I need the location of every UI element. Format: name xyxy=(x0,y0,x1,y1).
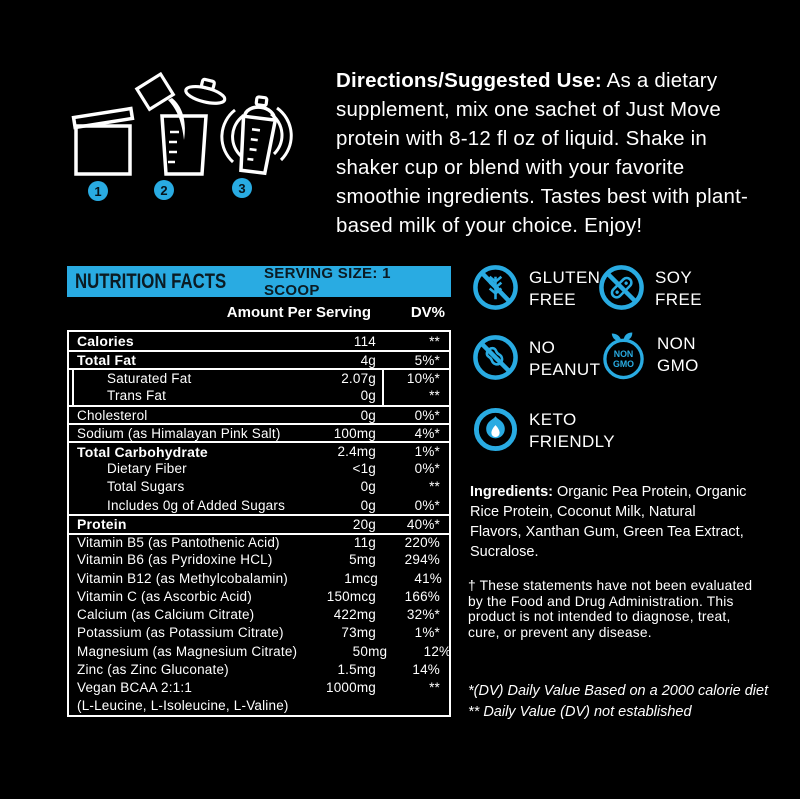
table-cell-dv: ** xyxy=(429,388,440,404)
table-row xyxy=(69,332,449,350)
table-row xyxy=(69,514,449,532)
table-cell-dv: 1%* xyxy=(414,625,440,641)
table-row xyxy=(69,624,449,642)
keto-friendly-icon xyxy=(472,406,519,453)
table-cell-dv: ** xyxy=(429,479,440,495)
fda-disclaimer-text: † These statements have not been evaluated by the Food and Drug Administration. This product is not intended to diagnose, treat, cure, or prevent any disease. xyxy=(468,578,753,640)
badge-label xyxy=(529,267,600,311)
table-cell-dv: 40%* xyxy=(406,516,440,532)
table-row xyxy=(69,350,449,368)
table-cell-name: Saturated Fat xyxy=(107,371,192,387)
table-cell-name: Protein xyxy=(77,516,127,533)
badge-label xyxy=(657,333,699,382)
subgroup-box-divider-line xyxy=(382,369,384,406)
dv-column-header: DV% xyxy=(410,303,445,321)
table-cell-dv: 220% xyxy=(404,535,440,551)
footnote-dv-not-established: ** Daily Value (DV) not established xyxy=(468,704,692,720)
badge-gluten-free xyxy=(472,264,600,311)
table-row xyxy=(69,496,449,514)
soy-free-icon xyxy=(598,264,645,311)
table-cell-name: Includes 0g of Added Sugars xyxy=(107,497,286,513)
badge-label-line: FREE xyxy=(655,290,702,309)
table-cell-name: Vitamin B12 (as Methylcobalamin) xyxy=(77,570,288,586)
table-row xyxy=(69,606,449,624)
badge-label-line: GMO xyxy=(657,356,699,375)
badge-soy-free xyxy=(598,264,702,311)
table-cell-name: Trans Fat xyxy=(107,388,167,404)
table-row xyxy=(69,587,449,605)
table-cell-val: 1mcg xyxy=(344,570,378,586)
table-cell-val: 73mg xyxy=(341,625,376,641)
table-cell-name: Calories xyxy=(77,333,134,350)
table-cell-name: Total Fat xyxy=(77,352,137,369)
table-cell-name: (L-Leucine, L-Isoleucine, L-Valine) xyxy=(77,698,289,714)
table-cell-dv: 41% xyxy=(414,570,442,586)
table-row xyxy=(69,441,449,459)
table-cell-val: 0g xyxy=(360,388,376,404)
column-headers xyxy=(67,299,451,325)
badge-non-gmo xyxy=(600,330,699,382)
badge-label-line: FREE xyxy=(529,290,576,309)
table-cell-name: Potassium (as Potassium Citrate) xyxy=(77,625,284,641)
ingredients-body: Organic Pea Protein, Organic Rice Protein, Coconut Milk, Natural Flavors, Xanthan Gum, Green Tea Extract, Sucralose. xyxy=(470,484,747,560)
table-cell-val: 20g xyxy=(352,516,376,532)
table-cell-val: 1.5mg xyxy=(337,661,376,677)
table-cell-name: Magnesium (as Magnesium Citrate) xyxy=(77,643,298,659)
ingredients-heading: Ingredients: xyxy=(470,484,553,500)
table-row xyxy=(69,405,449,423)
badge-label xyxy=(655,267,702,311)
table-cell-name: Vitamin B6 (as Pyridoxine HCL) xyxy=(77,552,273,568)
table-cell-dv: 0%* xyxy=(414,497,440,513)
table-cell-dv: 166% xyxy=(404,588,440,604)
table-row xyxy=(69,533,449,551)
table-cell-name: Calcium (as Calcium Citrate) xyxy=(77,607,255,623)
badge-label-line: NO xyxy=(529,338,556,357)
table-cell-name: Vitamin C (as Ascorbic Acid) xyxy=(77,588,252,604)
table-cell-dv: 294% xyxy=(404,552,440,568)
table-row xyxy=(69,697,449,715)
table-row xyxy=(69,660,449,678)
badge-label-line: FRIENDLY xyxy=(529,432,616,451)
table-cell-dv: 0%* xyxy=(414,407,440,423)
table-cell-dv: 14% xyxy=(412,661,440,677)
directions-text xyxy=(336,66,754,240)
table-row xyxy=(69,551,449,569)
amount-column-header: Amount Per Serving xyxy=(226,303,371,321)
non-gmo-icon xyxy=(600,330,647,382)
table-cell-val: 11g xyxy=(353,535,376,551)
badge-no-peanut xyxy=(472,334,600,381)
table-cell-dv: 12% xyxy=(423,643,452,659)
table-row xyxy=(69,368,449,386)
table-cell-dv: 1%* xyxy=(414,444,440,460)
open-sachet-icon xyxy=(71,98,137,178)
table-row xyxy=(69,460,449,478)
badge-keto-friendly xyxy=(472,406,615,453)
shake-cup-icon xyxy=(205,88,305,184)
step-number-badge: 1 xyxy=(88,181,108,201)
table-cell-dv: ** xyxy=(429,680,440,696)
table-cell-dv: 0%* xyxy=(414,461,440,477)
table-cell-dv: 10%* xyxy=(406,371,440,387)
table-cell-name: Zinc (as Zinc Gluconate) xyxy=(77,661,229,677)
no-peanut-icon xyxy=(472,334,519,381)
table-cell-val: 114 xyxy=(353,333,376,349)
badge-label-line: KETO xyxy=(529,410,577,429)
table-cell-val: 2.4mg xyxy=(337,444,376,460)
table-cell-dv: 4%* xyxy=(414,425,440,441)
nutrition-facts-title: NUTRITION FACTS xyxy=(75,269,227,293)
table-cell-name: Vegan BCAA 2:1:1 xyxy=(77,680,193,696)
table-cell-val: <1g xyxy=(352,461,376,477)
serving-size-label: SERVING SIZE: 1 SCOOP xyxy=(264,264,391,299)
table-cell-val: 1000mg xyxy=(326,680,376,696)
non-gmo-inner-text: GMO xyxy=(612,358,635,369)
footnotes xyxy=(468,681,768,723)
table-cell-val: 50mg xyxy=(352,643,388,659)
badge-label-line: PEANUT xyxy=(529,360,601,379)
nutrition-facts-header xyxy=(67,266,451,297)
table-row xyxy=(69,478,449,496)
footnote-daily-value: *(DV) Daily Value Based on a 2000 calorie diet xyxy=(468,683,769,699)
gluten-free-icon xyxy=(472,264,519,311)
table-cell-name: Vitamin B5 (as Pantothenic Acid) xyxy=(77,535,280,551)
table-cell-val: 2.07g xyxy=(341,371,376,387)
table-cell-dv: 5%* xyxy=(414,352,440,368)
badge-label-line: SOY xyxy=(655,268,693,287)
subgroup-box-left-line xyxy=(72,369,74,406)
badge-label-line: NON xyxy=(657,334,696,353)
badge-label-line: GLUTEN xyxy=(529,268,601,287)
step-number-badge: 3 xyxy=(232,178,252,198)
ingredients-text xyxy=(470,482,750,562)
table-row xyxy=(69,678,449,696)
table-cell-val: 150mcg xyxy=(326,588,376,604)
table-cell-dv: ** xyxy=(429,333,440,349)
table-cell-val: 100mg xyxy=(333,425,376,441)
table-cell-val: 422mg xyxy=(333,607,376,623)
table-cell-val: 0g xyxy=(360,479,376,495)
table-row xyxy=(69,569,449,587)
table-cell-val: 0g xyxy=(360,497,376,513)
directions-body: As a dietary supplement, mix one sachet of Just Move protein with 8-12 fl oz of liquid. Shake in shaker cup or blend with your favorite smoothie ingredients. Tastes best with plant-based milk of your choice. Enjoy! xyxy=(336,69,749,237)
directions-heading: Directions/Suggested Use: xyxy=(336,69,602,92)
table-row xyxy=(69,642,452,660)
nutrition-table xyxy=(67,330,451,717)
table-cell-name: Dietary Fiber xyxy=(107,461,187,477)
table-row xyxy=(69,387,449,405)
table-cell-name: Cholesterol xyxy=(77,407,148,423)
step-number-badge: 2 xyxy=(154,180,174,200)
table-cell-val: 4g xyxy=(360,352,376,368)
table-cell-name: Total Sugars xyxy=(107,479,185,495)
table-cell-val: 5mg xyxy=(349,552,376,568)
badge-label xyxy=(529,409,615,453)
table-cell-name: Total Carbohydrate xyxy=(77,443,208,460)
table-cell-dv: 32%* xyxy=(406,607,440,623)
table-row xyxy=(69,423,449,441)
badge-label xyxy=(529,337,600,381)
table-cell-val: 0g xyxy=(360,407,376,423)
non-gmo-inner-text: NON xyxy=(613,348,634,359)
table-cell-name: Sodium (as Himalayan Pink Salt) xyxy=(77,425,281,441)
